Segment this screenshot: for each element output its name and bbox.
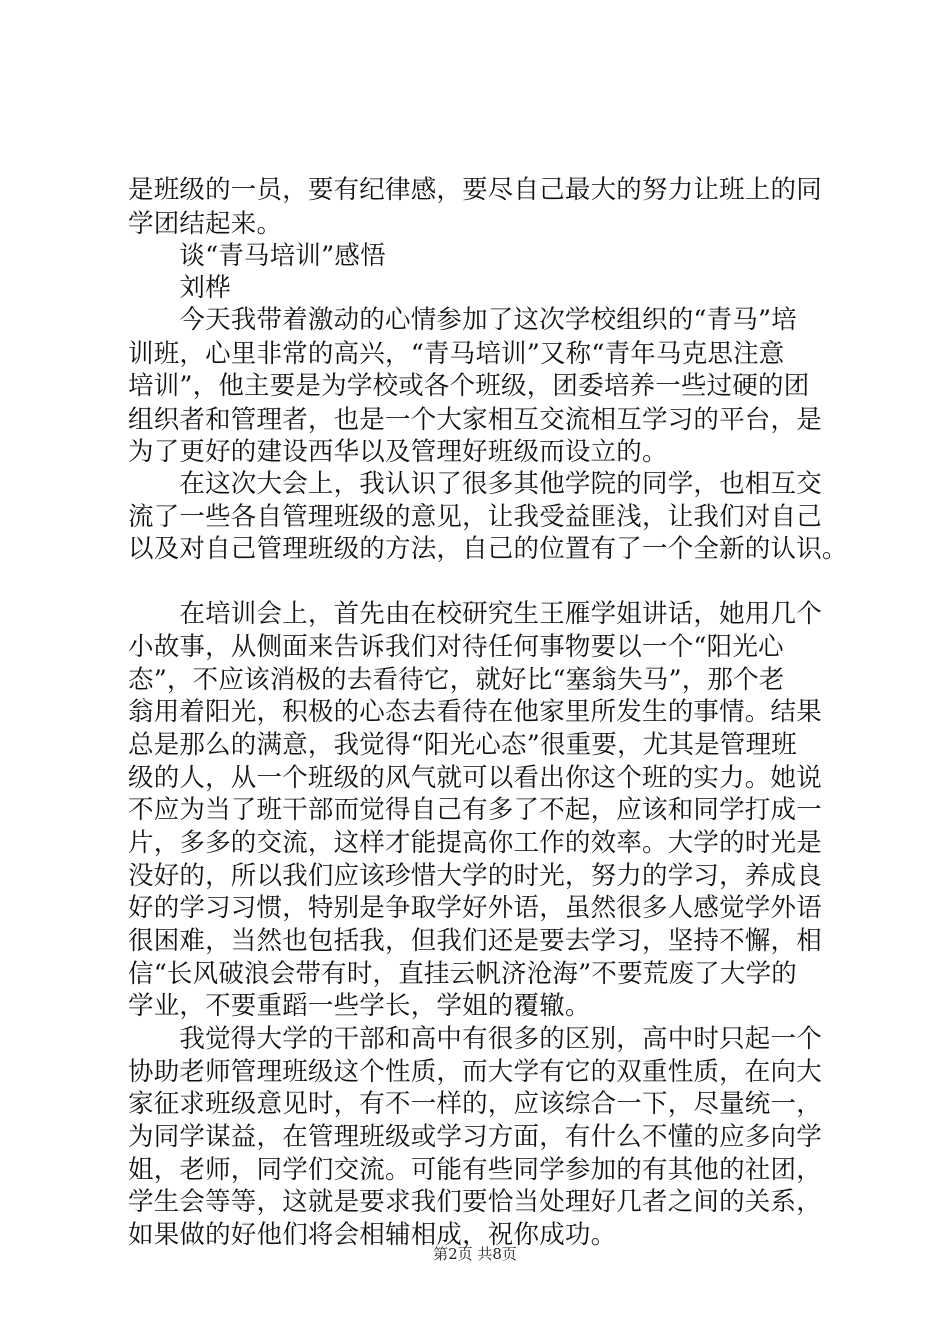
text-line: 我觉得大学的干部和高中有很多的区别，高中时只起一个 [128,1024,822,1054]
text-line: 为同学谋益，在管理班级或学习方面，有什么不懂的应多向学 [128,1122,822,1152]
text-line: 是班级的一员，要有纪律感，要尽自己最大的努力让班上的同 [128,175,822,205]
text-line: 组织者和管理者，也是一个大家相互交流相互学习的平台，是 [128,405,822,435]
text-line: 好的学习习惯，特别是争取学好外语，虽然很多人感觉学外语 [128,893,822,923]
text-line: 以及对自己管理班级的方法，自己的位置有了一个全新的认识。 [128,534,848,564]
text-line: 信“长风破浪会带有时，直挂云帆济沧海”不要荒废了大学的 [128,959,797,989]
text-line: 翁用着阳光，积极的心态去看待在他家里所发生的事情。结果 [128,697,822,727]
text-line: 学团结起来。 [128,209,283,239]
text-line: 小故事，从侧面来告诉我们对待任何事物要以一个“阳光心 [128,632,784,662]
author-name: 刘桦 [128,273,231,303]
text-line: 如果做的好他们将会相辅相成，祝你成功。 [128,1220,617,1250]
text-line: 级的人，从一个班级的风气就可以看出你这个班的实力。她说 [128,763,822,793]
text-line: 家征求班级意见时，有不一样的，应该综合一下，尽量统一， [128,1089,822,1119]
section-title: 谈“青马培训”感悟 [128,241,386,271]
text-line: 为了更好的建设西华以及管理好班级而设立的。 [128,437,668,467]
text-line: 片，多多的交流，这样才能提高你工作的效率。大学的时光是 [128,828,822,858]
page-footer: 第2页 共8页 [433,1245,517,1263]
text-line: 今天我带着激动的心情参加了这次学校组织的“青马”培 [128,305,797,335]
text-line: 态”，不应该消极的去看待它，就好比“塞翁失马”，那个老 [128,665,785,695]
text-line: 在这次大会上，我认识了很多其他学院的同学，也相互交 [128,469,822,499]
text-line: 不应为当了班干部而觉得自己有多了不起，应该和同学打成一 [128,795,822,825]
text-line: 姐，老师，同学们交流。可能有些同学参加的有其他的社团， [128,1155,822,1185]
text-line: 学业，不要重蹈一些学长，学姐的覆辙。 [128,991,591,1021]
text-line: 训班，心里非常的高兴，“青马培训”又称“青年马克思注意 [128,339,785,369]
text-line: 流了一些各自管理班级的意见，让我受益匪浅，让我们对自己 [128,502,822,532]
text-line: 学生会等等，这就是要求我们要恰当处理好几者之间的关系， [128,1187,822,1217]
text-line: 很困难，当然也包括我，但我们还是要去学习，坚持不懈，相 [128,926,822,956]
text-line: 总是那么的满意，我觉得“阳光心态”很重要，尤其是管理班 [128,730,797,760]
text-line: 协助老师管理班级这个性质，而大学有它的双重性质，在向大 [128,1057,822,1087]
text-line: 培训”，他主要是为学校或各个班级，团委培养一些过硬的团 [128,371,810,401]
text-line: 没好的，所以我们应该珍惜大学的时光，努力的学习，养成良 [128,861,822,891]
text-line: 在培训会上，首先由在校研究生王雁学姐讲话，她用几个 [128,599,822,629]
